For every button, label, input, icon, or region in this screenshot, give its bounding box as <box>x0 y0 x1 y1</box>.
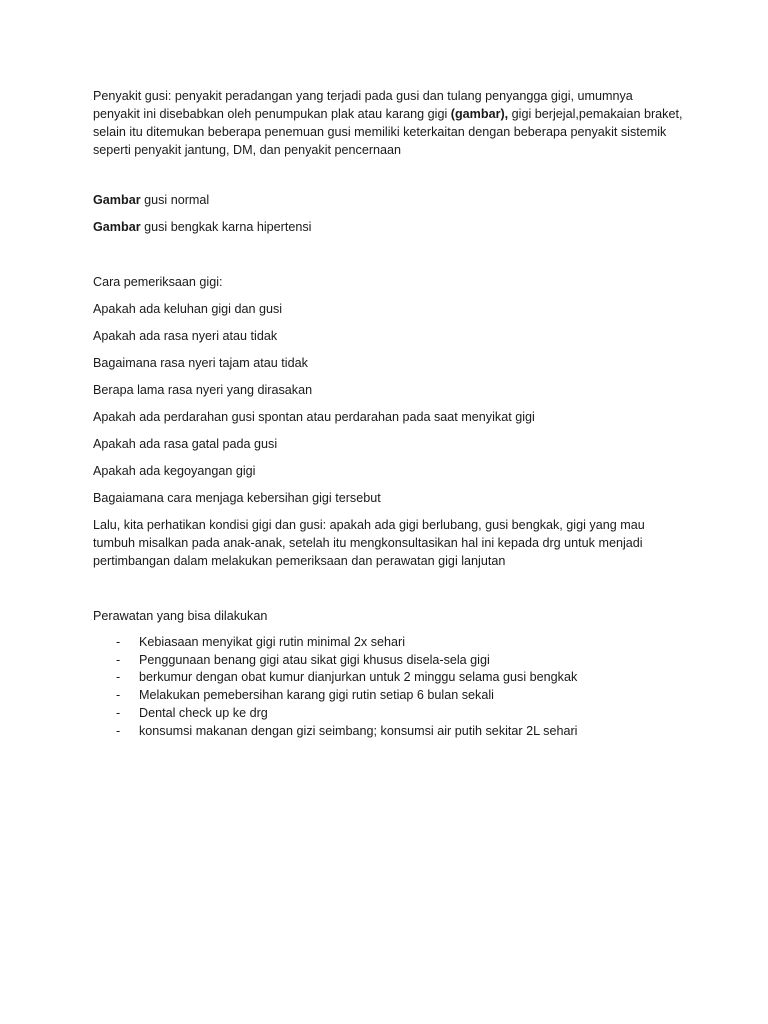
treatment-heading: Perawatan yang bisa dilakukan <box>93 609 268 623</box>
bullet-dash: - <box>116 652 121 667</box>
exam-question: Berapa lama rasa nyeri yang dirasakan <box>93 383 313 397</box>
list-item <box>93 669 683 687</box>
exam-question: Apakah ada keluhan gigi dan gusi <box>93 302 283 316</box>
gambar-bengkak-label: Gambar <box>93 220 141 234</box>
bullet-dash: - <box>116 670 121 685</box>
exam-question: Apakah ada perdarahan gusi spontan atau perdarahan pada saat menyikat gigi <box>93 410 535 424</box>
intro-text-part2: gigi berjejal,pemakaian braket, selain itu ditemukan beberapa penemuan gusi memiliki keterkaitan dengan beberapa penyakit sistemik seperti penyakit jantung, DM, dan penyakit pencernaan <box>93 107 683 157</box>
list-item-text: berkumur dengan obat kumur dianjurkan untuk 2 minggu selama gusi bengkak <box>139 670 578 685</box>
list-item-text: konsumsi makanan dengan gizi seimbang; konsumsi air putih sekitar 2L sehari <box>139 723 578 738</box>
exam-question: Bagaiamana cara menjaga kebersihan gigi tersebut <box>93 491 381 505</box>
exam-question: Bagaimana rasa nyeri tajam atau tidak <box>93 356 308 370</box>
list-item <box>93 652 683 670</box>
exam-question: Apakah ada kegoyangan gigi <box>93 464 256 478</box>
bullet-dash: - <box>116 723 121 738</box>
list-item-text: Melakukan pemebersihan karang gigi rutin setiap 6 bulan sekali <box>139 688 494 703</box>
list-item <box>93 723 683 741</box>
gambar-normal-line <box>93 191 683 209</box>
bullet-dash: - <box>116 688 121 703</box>
exam-question: Apakah ada rasa gatal pada gusi <box>93 437 278 451</box>
exam-question: Apakah ada rasa nyeri atau tidak <box>93 329 278 343</box>
document-content <box>93 87 683 740</box>
list-item <box>93 705 683 723</box>
intro-bold-gambar: (gambar), <box>450 107 509 121</box>
list-item <box>93 634 683 652</box>
intro-paragraph <box>93 87 683 159</box>
bullet-dash: - <box>116 635 121 649</box>
list-item-text: Dental check up ke drg <box>139 705 268 720</box>
gambar-normal-label: Gambar <box>93 193 141 207</box>
list-item-text: Penggunaan benang gigi atau sikat gigi khusus disela-sela gigi <box>139 652 490 667</box>
exam-heading: Cara pemeriksaan gigi: <box>93 275 223 289</box>
intro-text-part1: Penyakit gusi: penyakit peradangan yang terjadi pada gusi dan tulang penyangga gigi, umumnya penyakit ini disebabkan oleh penumpukan plak atau karang gigi <box>93 89 633 121</box>
bullet-dash: - <box>116 705 121 720</box>
list-item <box>93 687 683 705</box>
treatment-list <box>93 634 683 740</box>
list-item-text: Kebiasaan menyikat gigi rutin minimal 2x sehari <box>139 635 405 649</box>
gambar-bengkak-line <box>93 218 683 236</box>
exam-closing-paragraph: Lalu, kita perhatikan kondisi gigi dan gusi: apakah ada gigi berlubang, gusi bengkak, gigi yang mau tumbuh misalkan pada anak-anak, setelah itu mengkonsultasikan hal ini kepada drg untuk menjadi pertimbangan dalam melakukan pemeriksaan dan perawatan gigi lanjutan <box>93 518 645 568</box>
gambar-bengkak-text: gusi bengkak karna hipertensi <box>140 220 312 234</box>
gambar-normal-text: gusi normal <box>140 193 210 207</box>
